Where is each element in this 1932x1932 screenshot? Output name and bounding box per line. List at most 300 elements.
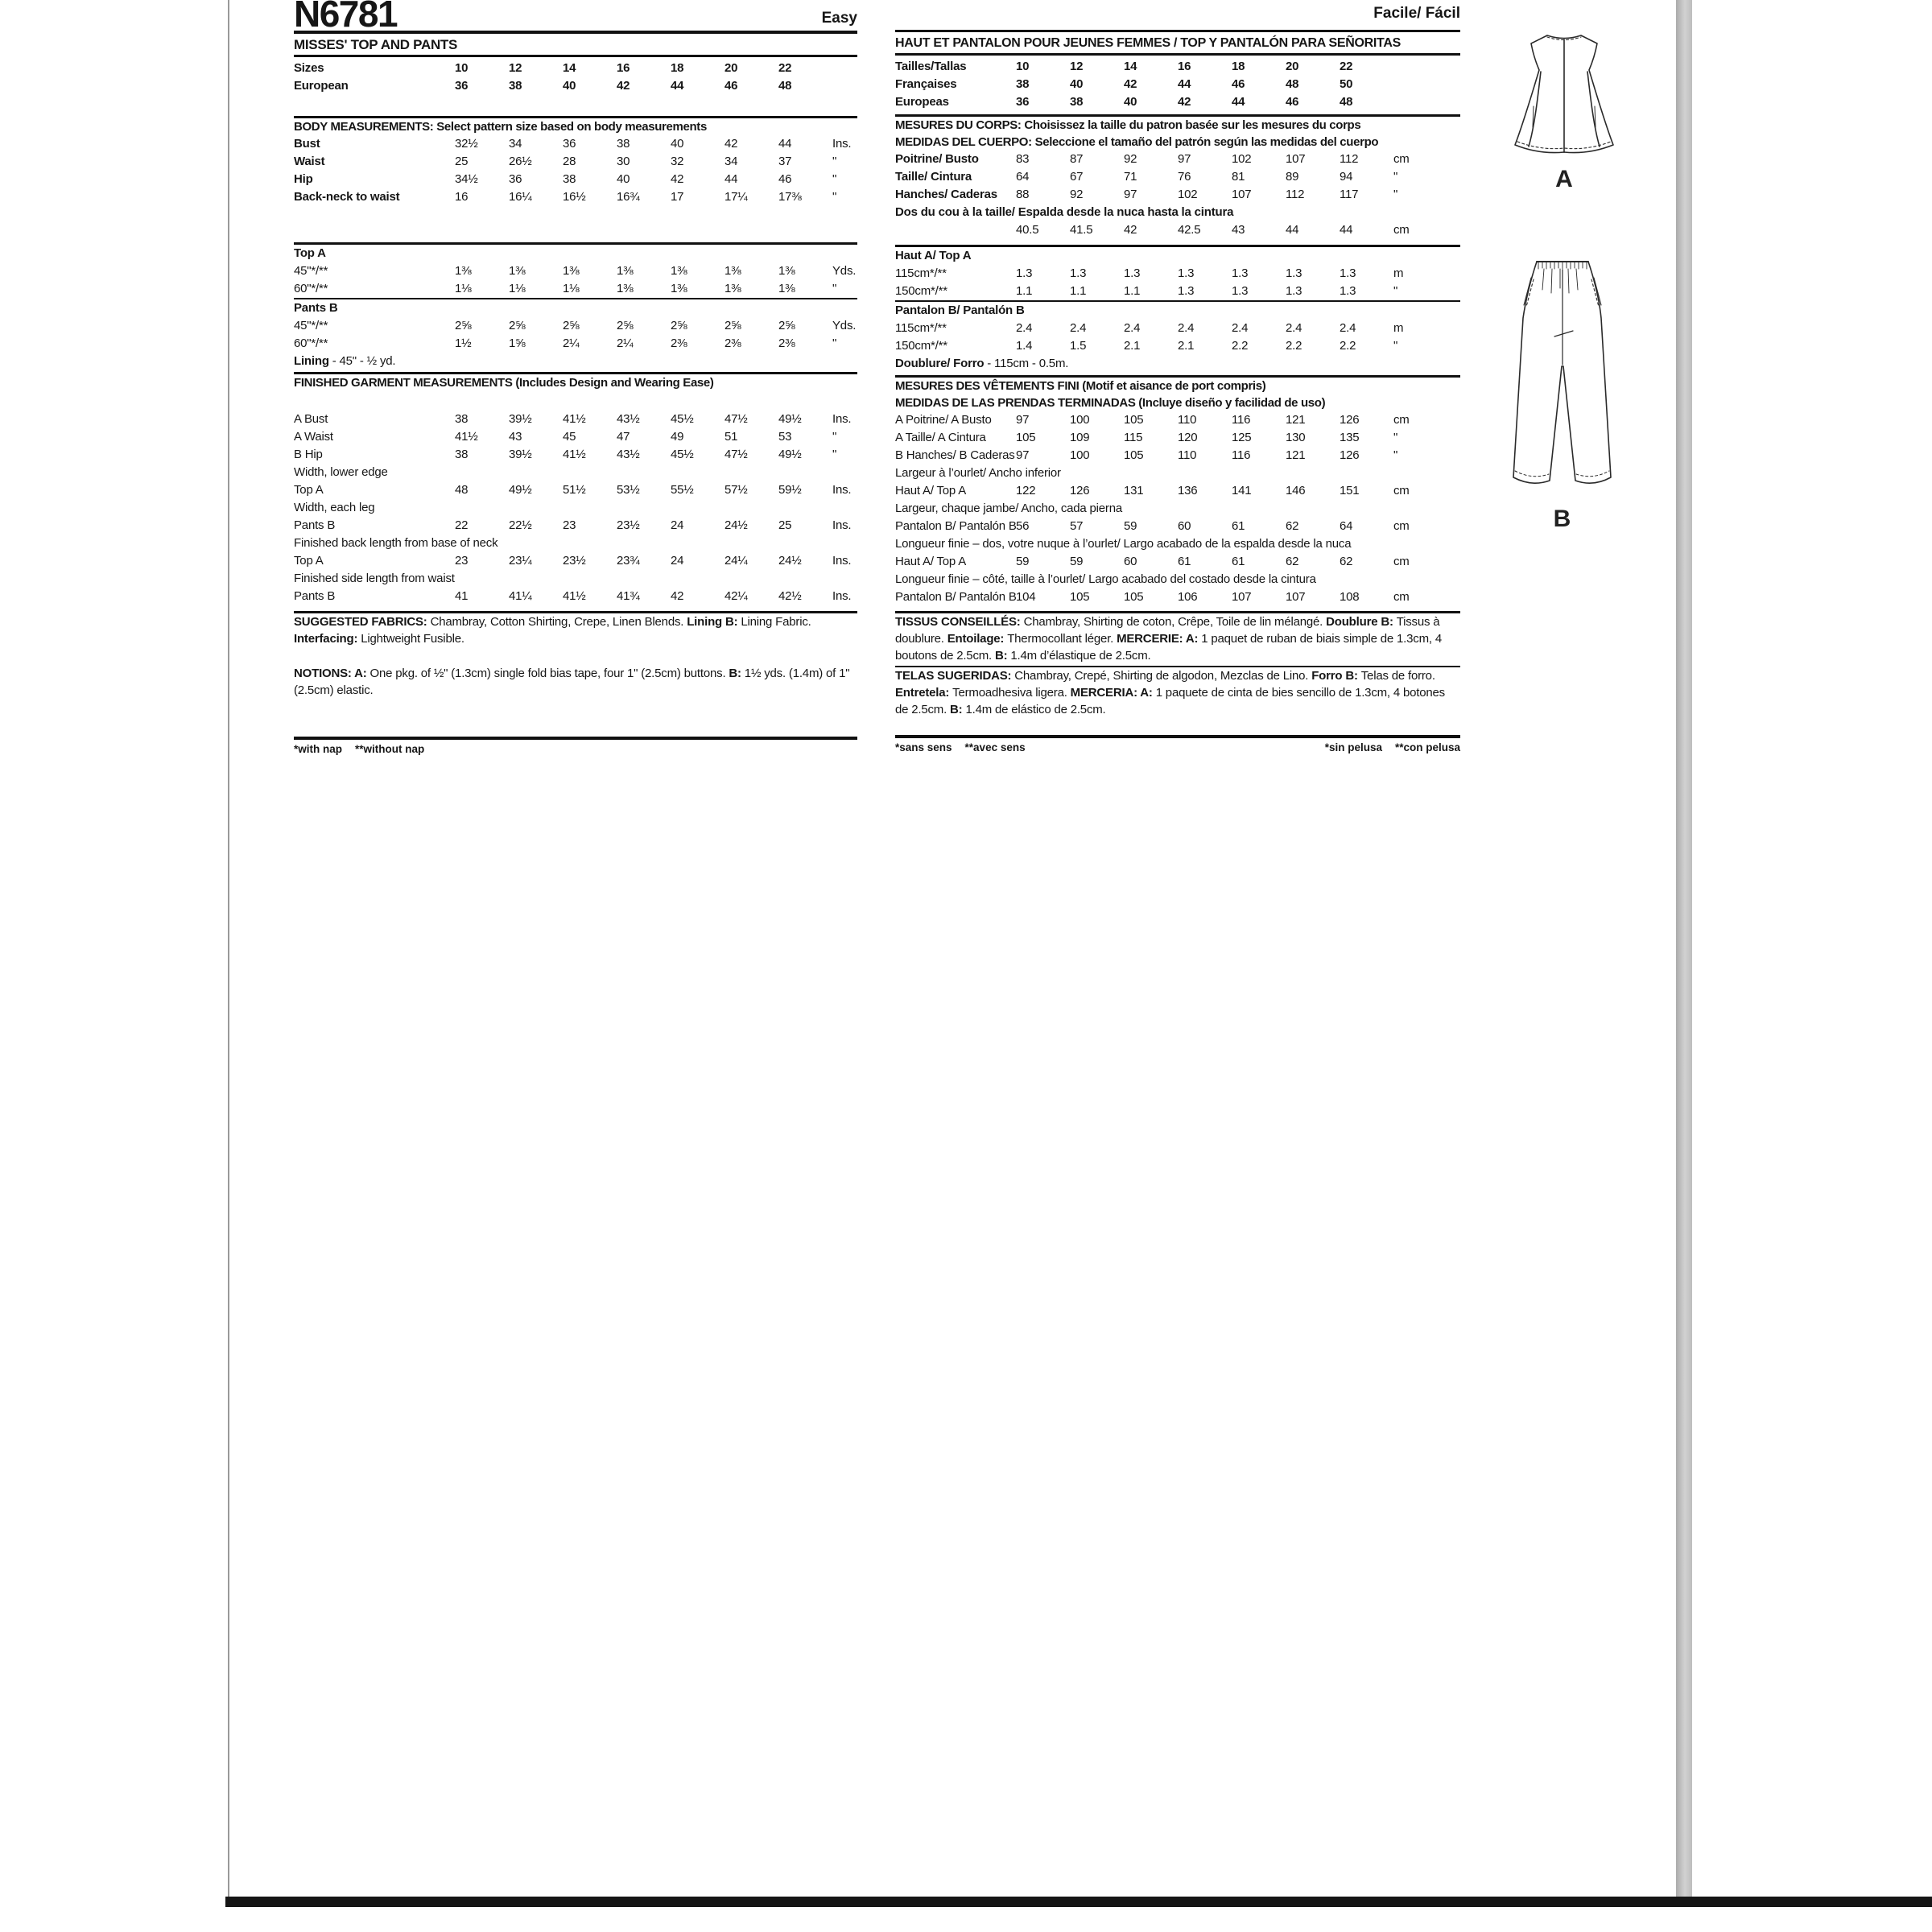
cell-value: 42	[1124, 77, 1137, 91]
cell-value: 1.1	[1124, 284, 1141, 298]
cell-value: 2.2	[1232, 339, 1249, 353]
cell-value: 26½	[509, 155, 532, 168]
french-spanish-column	[895, 0, 1460, 756]
footnote-avec-sens: **avec sens	[964, 741, 1026, 753]
cell-value: 25	[455, 155, 469, 168]
table-row	[294, 299, 857, 317]
cell-value: 135	[1340, 431, 1360, 444]
cell-value: 43½	[617, 412, 640, 426]
cell-value: 125	[1232, 431, 1252, 444]
cell-value: 136	[1178, 484, 1198, 497]
cell-value: 87	[1070, 152, 1084, 166]
table-row	[294, 135, 857, 153]
row-label: 45"*/**	[294, 319, 328, 332]
cell-value: 36	[455, 79, 469, 93]
cell-value: 34	[509, 137, 522, 151]
cell-value: 1½	[455, 336, 472, 350]
cell-value: 36	[509, 172, 522, 186]
row-label: Top A	[294, 554, 324, 568]
metrage-pantalon-b-table	[895, 302, 1460, 355]
cell-value: 1.3	[1070, 266, 1087, 280]
table-row	[895, 518, 1460, 535]
unit-cell: Ins.	[832, 589, 852, 603]
text-segment: SUGGESTED FABRICS:	[294, 615, 431, 629]
row-label: Top A	[294, 246, 326, 260]
cell-value: 46	[1232, 77, 1245, 91]
cell-value: 88	[1016, 188, 1030, 201]
cell-value: 24	[671, 518, 684, 532]
cell-value: 42	[671, 589, 684, 603]
row-label: Width, lower edge	[294, 465, 388, 479]
nap-footnote-fr-es	[895, 740, 1460, 756]
table-row	[895, 151, 1460, 168]
cell-value: 48	[1286, 77, 1299, 91]
table-row	[895, 588, 1460, 606]
cell-value: 100	[1070, 448, 1090, 462]
text-segment: - 45" - ½ yd.	[328, 354, 396, 368]
cell-value: 48	[778, 79, 792, 93]
cell-value: 44	[724, 172, 738, 186]
text-segment: Chambray, Cotton Shirting, Crepe, Linen Blends.	[430, 615, 687, 629]
text-segment: Entoilage:	[947, 632, 1008, 646]
cell-value: 59	[1070, 555, 1084, 568]
cell-value: 62	[1340, 555, 1353, 568]
table-row	[895, 58, 1460, 76]
unit-cell: "	[1393, 431, 1398, 444]
cell-value: 112	[1340, 152, 1359, 166]
cell-value: 38	[617, 137, 630, 151]
medidas-del-cuerpo-header: MEDIDAS DEL CUERPO: Seleccione el tamaño del patrón según las medidas del cuerpo	[895, 135, 1379, 149]
cell-value: 42	[671, 172, 684, 186]
cell-value: 23¼	[509, 554, 532, 568]
cell-value: 40	[1070, 77, 1084, 91]
row-label: Haut A/ Top A	[895, 555, 967, 568]
table-row	[294, 188, 857, 206]
cell-value: 105	[1070, 590, 1090, 604]
cell-value: 1⅛	[455, 282, 472, 295]
text-segment: MERCERIA: A:	[1070, 686, 1156, 700]
divider	[294, 737, 857, 740]
cell-value: 64	[1016, 170, 1030, 184]
unit-cell: "	[1393, 339, 1398, 353]
row-label: Top A	[294, 483, 324, 497]
row-label: B Hip	[294, 448, 323, 461]
body-measurements-table-en	[294, 135, 857, 206]
row-label: 60"*/**	[294, 336, 328, 350]
unit-cell: m	[1393, 266, 1404, 280]
cell-value: 94	[1340, 170, 1353, 184]
garment-title-fr-es: HAUT ET PANTALON POUR JEUNES FEMMES / TOP Y PANTALÓN PARA SEÑORITAS	[895, 32, 1460, 56]
cell-value: 49½	[509, 483, 532, 497]
cell-value: 100	[1070, 413, 1090, 427]
notions-paragraph	[294, 665, 857, 699]
cell-value: 1⅝	[509, 336, 526, 350]
cell-value: 44	[1232, 95, 1245, 109]
text-segment: TISSUS CONSEILLÉS:	[895, 615, 1024, 629]
footnote-sans-sens: *sans sens	[895, 741, 952, 753]
row-label: Poitrine/ Busto	[895, 152, 979, 166]
table-row	[294, 317, 857, 335]
cell-value: 12	[1070, 60, 1084, 73]
row-label: Pants B	[294, 301, 338, 315]
cell-value: 2.2	[1286, 339, 1302, 353]
text-segment: Doublure B:	[1326, 615, 1397, 629]
unit-cell: Ins.	[832, 483, 852, 497]
cell-value: 28	[563, 155, 576, 168]
cell-value: 115	[1124, 431, 1143, 444]
table-row	[895, 482, 1460, 500]
cell-value: 30	[617, 155, 630, 168]
unit-cell: "	[832, 448, 837, 461]
text-segment: 1½ yds. (1.4m) of 1" (2.5cm) elastic.	[294, 667, 850, 697]
table-row	[294, 499, 857, 517]
cell-value: 1⅛	[563, 282, 580, 295]
cell-value: 2.1	[1124, 339, 1141, 353]
cell-value: 1.3	[1178, 266, 1195, 280]
cell-value: 64	[1340, 519, 1353, 533]
cell-value: 130	[1286, 431, 1306, 444]
cell-value: 76	[1178, 170, 1191, 184]
cell-value: 40.5	[1016, 223, 1039, 237]
cell-value: 22	[455, 518, 469, 532]
cell-value: 51½	[563, 483, 586, 497]
cell-value: 40	[1124, 95, 1137, 109]
cell-value: 38	[455, 412, 469, 426]
row-label: Finished side length from waist	[294, 572, 455, 585]
cell-value: 1⅜	[617, 282, 634, 295]
cell-value: 2⅝	[778, 319, 795, 332]
cell-value: 97	[1124, 188, 1137, 201]
cell-value: 112	[1286, 188, 1305, 201]
cell-value: 41	[455, 589, 469, 603]
cell-value: 34	[724, 155, 738, 168]
cell-value: 16½	[563, 190, 586, 204]
cell-value: 2⅝	[671, 319, 687, 332]
row-label: 45"*/**	[294, 264, 328, 278]
cell-value: 20	[1286, 60, 1299, 73]
table-row	[895, 168, 1460, 186]
text-segment: Lining Fabric.	[741, 615, 811, 629]
table-row	[895, 337, 1460, 355]
cell-value: 14	[563, 61, 576, 75]
cell-value: 43½	[617, 448, 640, 461]
doublure-note	[895, 355, 1460, 372]
cell-value: 37	[778, 155, 792, 168]
cell-value: 2⅜	[778, 336, 795, 350]
table-row	[895, 247, 1460, 265]
cell-value: 59	[1016, 555, 1030, 568]
text-segment: Lining	[294, 354, 329, 368]
table-row	[294, 570, 857, 588]
row-label: A Bust	[294, 412, 328, 426]
text-segment: 1.4m d’élastique de 2.5cm.	[1010, 649, 1151, 663]
cell-value: 48	[455, 483, 469, 497]
cell-value: 126	[1340, 413, 1360, 427]
table-row	[294, 171, 857, 188]
cell-value: 16	[1178, 60, 1191, 73]
cell-value: 17¼	[724, 190, 748, 204]
footnote-with-nap: *with nap	[294, 743, 342, 755]
cell-value: 2¼	[617, 336, 634, 350]
unit-cell: "	[832, 282, 837, 295]
row-label: European	[294, 79, 349, 93]
row-label: Waist	[294, 155, 325, 168]
cell-value: 117	[1340, 188, 1359, 201]
table-row	[294, 245, 857, 262]
cell-value: 126	[1070, 484, 1090, 497]
finished-measurements-header: FINISHED GARMENT MEASUREMENTS (Includes Design and Wearing Ease)	[294, 376, 714, 390]
cell-value: 81	[1232, 170, 1245, 184]
cell-value: 104	[1016, 590, 1036, 604]
text-segment: 1 paquet de ruban de biais simple de 1.3cm, 4 boutons de 2.5cm.	[895, 632, 1442, 663]
text-segment: Entretela:	[895, 686, 953, 700]
unit-cell: "	[1393, 188, 1398, 201]
cell-value: 110	[1178, 413, 1197, 427]
row-label: 150cm*/**	[895, 339, 947, 353]
cell-value: 42¼	[724, 589, 748, 603]
cell-value: 44	[671, 79, 684, 93]
cell-value: 23	[455, 554, 469, 568]
cell-value: 146	[1286, 484, 1306, 497]
cell-value: 44	[778, 137, 792, 151]
cell-value: 42	[1124, 223, 1137, 237]
cell-value: 1⅜	[671, 282, 687, 295]
cell-value: 1.3	[1286, 266, 1302, 280]
cell-value: 92	[1124, 152, 1137, 166]
cell-value: 41½	[563, 412, 586, 426]
text-segment: Lining B:	[687, 615, 741, 629]
table-row	[294, 77, 857, 95]
cell-value: 59	[1124, 519, 1137, 533]
cell-value: 14	[1124, 60, 1137, 73]
table-row	[895, 500, 1460, 518]
cell-value: 48	[1340, 95, 1353, 109]
cell-value: 16	[617, 61, 630, 75]
tissus-paragraph	[895, 613, 1460, 664]
cell-value: 42	[1178, 95, 1191, 109]
cell-value: 47½	[724, 448, 748, 461]
row-label: 115cm*/**	[895, 266, 947, 280]
row-label: 150cm*/**	[895, 284, 947, 298]
unit-cell: cm	[1393, 152, 1410, 166]
cell-value: 53	[778, 430, 792, 444]
cell-value: 38	[1016, 77, 1030, 91]
cell-value: 45½	[671, 448, 694, 461]
cell-value: 67	[1070, 170, 1084, 184]
cell-value: 106	[1178, 590, 1198, 604]
cell-value: 40	[617, 172, 630, 186]
text-segment: Forro B:	[1311, 669, 1361, 683]
row-label: Pants B	[294, 518, 336, 532]
mesures-vetements-header: MESURES DES VÊTEMENTS FINI (Motif et aisance de port compris)	[895, 379, 1266, 393]
footnote-without-nap: **without nap	[355, 743, 425, 755]
cell-value: 23½	[617, 518, 640, 532]
cell-value: 2.4	[1016, 321, 1033, 335]
cell-value: 116	[1232, 448, 1251, 462]
yardage-pants-b-table	[294, 299, 857, 353]
suggested-fabrics-paragraph	[294, 613, 857, 647]
cell-value: 53½	[617, 483, 640, 497]
yardage-top-a-table	[294, 245, 857, 298]
footnote-sin-pelusa: *sin pelusa	[1324, 741, 1382, 753]
unit-cell: "	[1393, 448, 1398, 462]
cell-value: 105	[1124, 448, 1144, 462]
row-label: Tailles/Tallas	[895, 60, 967, 73]
right-fold-band	[1676, 0, 1692, 1898]
cell-value: 41.5	[1070, 223, 1093, 237]
cell-value: 61	[1178, 555, 1191, 568]
table-row	[294, 535, 857, 552]
cell-value: 1.3	[1232, 284, 1249, 298]
cell-value: 2.4	[1178, 321, 1195, 335]
cell-value: 44	[1178, 77, 1191, 91]
cell-value: 2.4	[1340, 321, 1356, 335]
cell-value: 12	[509, 61, 522, 75]
cell-value: 61	[1232, 519, 1245, 533]
cell-value: 1⅜	[509, 264, 526, 278]
cell-value: 1.3	[1340, 284, 1356, 298]
cell-value: 16	[455, 190, 469, 204]
cell-value: 39½	[509, 448, 532, 461]
cell-value: 36	[563, 137, 576, 151]
cell-value: 102	[1178, 188, 1198, 201]
table-row	[895, 265, 1460, 283]
row-label: B Hanches/ B Caderas	[895, 448, 1015, 462]
table-row	[895, 204, 1460, 221]
lining-note	[294, 353, 857, 369]
table-row	[895, 186, 1460, 204]
row-label: Pants B	[294, 589, 336, 603]
row-label: A Waist	[294, 430, 333, 444]
view-b-label: B	[1553, 506, 1571, 532]
row-label: Taille/ Cintura	[895, 170, 972, 184]
body-measurements-table-fr	[895, 151, 1460, 239]
text-segment: B:	[994, 649, 1011, 663]
table-row	[294, 411, 857, 428]
cell-value: 89	[1286, 170, 1299, 184]
cell-value: 1⅜	[671, 264, 687, 278]
pattern-number: N6781	[294, 0, 398, 35]
cell-value: 1.1	[1016, 284, 1033, 298]
cell-value: 56	[1016, 519, 1030, 533]
cell-value: 44	[1340, 223, 1353, 237]
cell-value: 20	[724, 61, 738, 75]
sizes-table-fr	[895, 58, 1460, 111]
unit-cell: cm	[1393, 519, 1410, 533]
cell-value: 40	[671, 137, 684, 151]
cell-value: 83	[1016, 152, 1030, 166]
difficulty-en: Easy	[821, 10, 857, 27]
unit-cell: Ins.	[832, 518, 852, 532]
cell-value: 57½	[724, 483, 748, 497]
mesures-du-corps-header: MESURES DU CORPS: Choisissez la taille du patron basée sur les mesures du corps	[895, 118, 1361, 132]
table-row	[895, 93, 1460, 111]
cell-value: 2.4	[1124, 321, 1141, 335]
cell-value: 126	[1340, 448, 1360, 462]
table-row	[895, 535, 1460, 553]
cell-value: 51	[724, 430, 738, 444]
table-row	[895, 411, 1460, 429]
text-segment: TELAS SUGERIDAS:	[895, 669, 1015, 683]
text-segment: NOTIONS: A:	[294, 667, 370, 680]
row-label: Finished back length from base of neck	[294, 536, 498, 550]
cell-value: 55½	[671, 483, 694, 497]
row-label: Sizes	[294, 61, 324, 75]
row-label: Hip	[294, 172, 313, 186]
row-label: Pantalon B/ Pantalón B	[895, 590, 1017, 604]
telas-paragraph	[895, 667, 1460, 718]
cell-value: 43	[509, 430, 522, 444]
row-label: Longueur finie – côté, taille à l’ourlet/ Largo acabado del costado desde la cintura	[895, 572, 1316, 586]
cell-value: 1⅜	[724, 264, 741, 278]
unit-cell: "	[1393, 284, 1398, 298]
row-label	[895, 221, 1016, 239]
cell-value: 1.3	[1232, 266, 1249, 280]
cell-value: 2⅝	[617, 319, 634, 332]
table-row	[294, 428, 857, 446]
metrage-haut-a-table	[895, 247, 1460, 300]
row-label: 60"*/**	[294, 282, 328, 295]
cell-value: 34½	[455, 172, 478, 186]
text-segment: MERCERIE: A:	[1117, 632, 1202, 646]
cell-value: 49½	[778, 448, 802, 461]
text-segment: B:	[950, 703, 966, 716]
row-label: Pantalon B/ Pantalón B	[895, 519, 1017, 533]
table-row	[895, 221, 1460, 239]
cell-value: 1⅛	[509, 282, 526, 295]
row-label: Françaises	[895, 77, 957, 91]
cell-value: 2⅝	[724, 319, 741, 332]
table-row	[294, 464, 857, 481]
unit-cell: Ins.	[832, 554, 852, 568]
cell-value: 23¾	[617, 554, 640, 568]
cell-value: 61	[1232, 555, 1245, 568]
cell-value: 107	[1286, 152, 1306, 166]
table-row	[294, 60, 857, 77]
cell-value: 45½	[671, 412, 694, 426]
cell-value: 1.1	[1070, 284, 1087, 298]
text-segment: Termoadhesiva ligera.	[952, 686, 1071, 700]
finished-measurements-table-en	[294, 411, 857, 605]
cell-value: 2.1	[1178, 339, 1195, 353]
unit-cell: cm	[1393, 555, 1410, 568]
text-segment: One pkg. of ½" (1.3cm) single fold bias tape, four 1" (2.5cm) buttons.	[369, 667, 729, 680]
cell-value: 39½	[509, 412, 532, 426]
cell-value: 2⅜	[724, 336, 741, 350]
cell-value: 1⅜	[778, 264, 795, 278]
cell-value: 32½	[455, 137, 478, 151]
cell-value: 42	[724, 137, 738, 151]
unit-cell: "	[1393, 170, 1398, 184]
table-row	[294, 262, 857, 280]
cell-value: 17	[671, 190, 684, 204]
cell-value: 18	[1232, 60, 1245, 73]
table-row	[294, 481, 857, 499]
cell-value: 110	[1178, 448, 1197, 462]
text-segment: 1.4m de elástico de 2.5cm.	[965, 703, 1106, 716]
cell-value: 1.3	[1124, 266, 1141, 280]
table-row	[895, 302, 1460, 320]
table-row	[294, 552, 857, 570]
row-label: Bust	[294, 137, 320, 151]
cell-value: 105	[1016, 431, 1036, 444]
cell-value: 41¾	[617, 589, 640, 603]
cell-value: 41½	[563, 589, 586, 603]
cell-value: 46	[1286, 95, 1299, 109]
row-label: A Poitrine/ A Busto	[895, 413, 992, 427]
cell-value: 38	[563, 172, 576, 186]
table-row	[294, 588, 857, 605]
